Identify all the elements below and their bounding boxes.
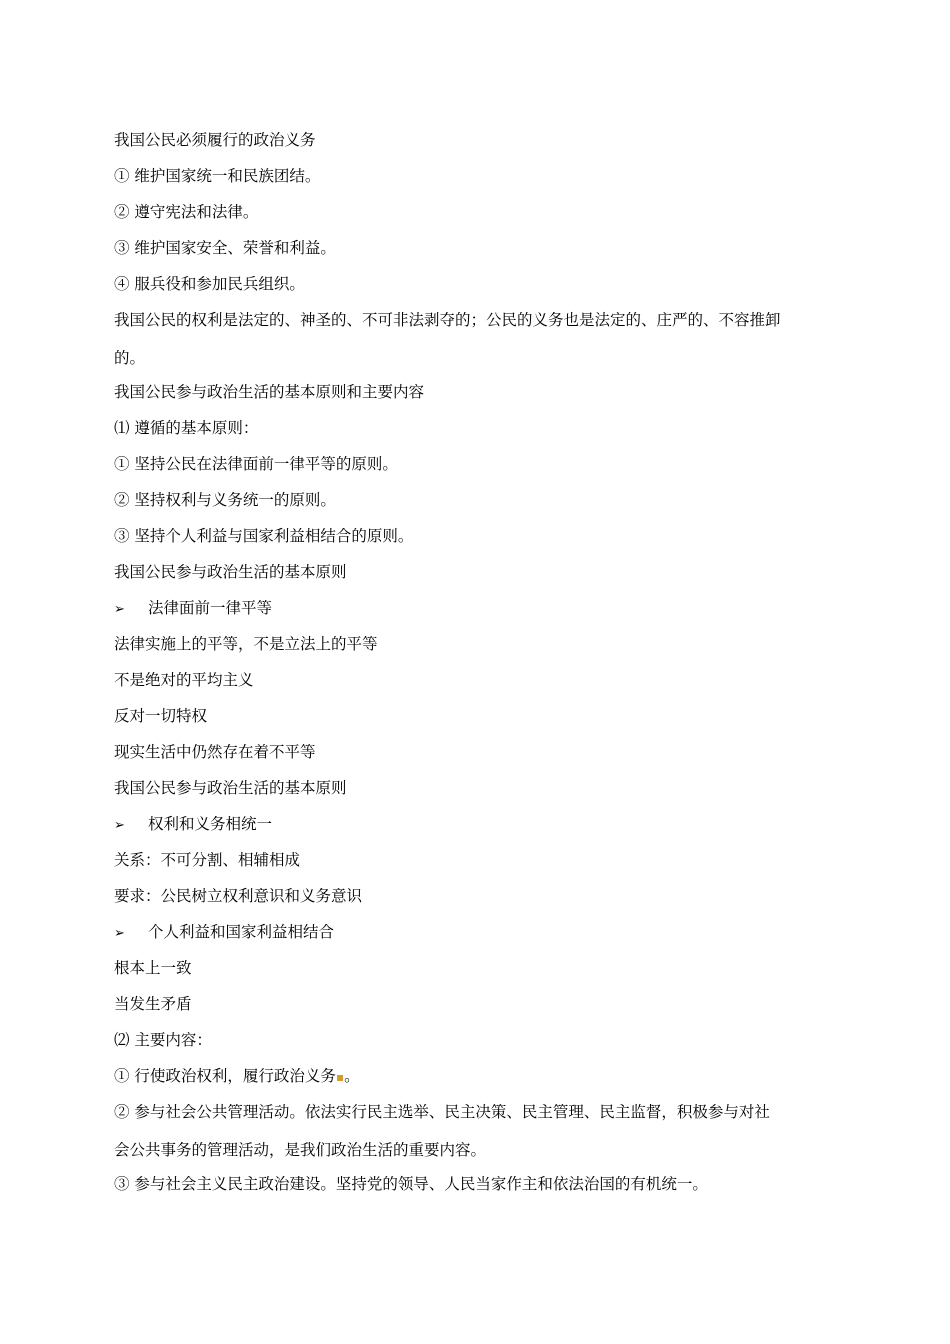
subheading: ⑴ 遵循的基本原则： <box>114 419 259 437</box>
arrow-bullet-icon: ➢ <box>114 926 125 941</box>
list-item <box>114 1058 838 1094</box>
list-item: ③ 维护国家安全、荣誉和利益。 <box>114 239 336 257</box>
paragraph-line: 我国公民的权利是法定的、神圣的、不可非法剥夺的；公民的义务也是法定的、庄严的、不容推卸 <box>114 311 781 329</box>
list-item: ① 坚持公民在法律面前一律平等的原则。 <box>114 455 398 473</box>
list-item: ③ 参与社会主义民主政治建设。坚持党的领导、人民当家作主和依法治国的有机统一。 <box>114 1175 708 1193</box>
list-item-text: ① 行使政治权利，履行政治义务 <box>114 1067 336 1085</box>
list-item: ① 维护国家统一和民族团结。 <box>114 167 321 185</box>
list-item: ③ 坚持个人利益与国家利益相结合的原则。 <box>114 527 414 545</box>
list-item: ② 遵守宪法和法律。 <box>114 203 259 221</box>
list-item: ④ 服兵役和参加民兵组织。 <box>114 275 305 293</box>
subheading: ⑵ 主要内容： <box>114 1031 212 1049</box>
bullet-text: 权利和义务相统一 <box>148 815 273 833</box>
heading-principles: 我国公民参与政治生活的基本原则 <box>114 779 347 797</box>
heading-principles-content: 我国公民参与政治生活的基本原则和主要内容 <box>114 383 425 401</box>
bullet-item <box>114 806 838 842</box>
paragraph-line: 反对一切特权 <box>114 707 208 725</box>
heading-obligations: 我国公民必须履行的政治义务 <box>114 131 316 149</box>
text-cursor-mark: ▪ <box>335 1070 345 1084</box>
bullet-item <box>114 914 838 950</box>
bullet-text: 法律面前一律平等 <box>148 599 273 617</box>
arrow-bullet-icon: ➢ <box>114 602 125 617</box>
list-item: ② 参与社会公共管理活动。依法实行民主选举、民主决策、民主管理、民主监督，积极参与对社 <box>114 1103 770 1121</box>
list-item-period: 。 <box>344 1067 360 1085</box>
list-item-continuation: 会公共事务的管理活动，是我们政治生活的重要内容。 <box>114 1141 487 1159</box>
paragraph-line: 现实生活中仍然存在着不平等 <box>114 743 316 761</box>
bullet-item <box>114 590 838 626</box>
heading-principles: 我国公民参与政治生活的基本原则 <box>114 563 347 581</box>
paragraph-line: 关系：不可分割、相辅相成 <box>114 851 301 869</box>
arrow-bullet-icon: ➢ <box>114 818 125 833</box>
paragraph-line: 根本上一致 <box>114 959 192 977</box>
bullet-text: 个人利益和国家利益相结合 <box>148 923 335 941</box>
paragraph-line: 当发生矛盾 <box>114 995 192 1013</box>
document-body <box>114 122 838 1202</box>
list-item: ② 坚持权利与义务统一的原则。 <box>114 491 336 509</box>
paragraph-line: 不是绝对的平均主义 <box>114 671 254 689</box>
paragraph-line: 的。 <box>114 349 146 367</box>
paragraph-line: 要求：公民树立权利意识和义务意识 <box>114 887 363 905</box>
paragraph-line: 法律实施上的平等，不是立法上的平等 <box>114 635 378 653</box>
